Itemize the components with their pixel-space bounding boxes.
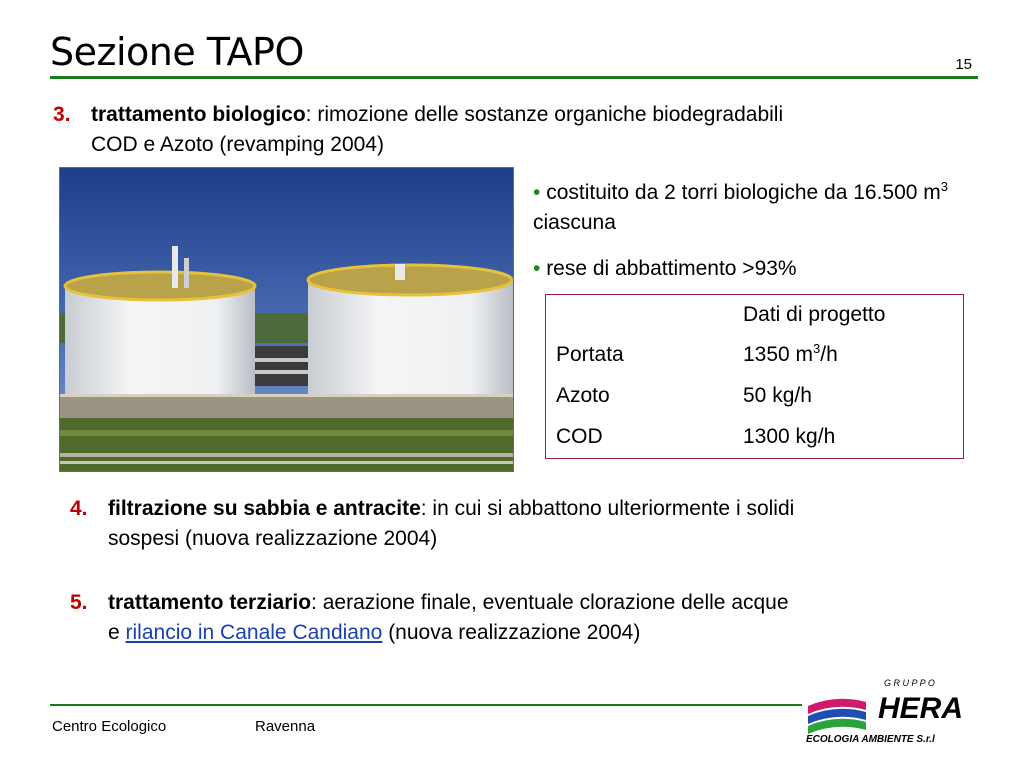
item-4-text: : in cui si abbattono ulteriormente i solidi xyxy=(420,497,795,520)
item-4-heading: filtrazione su sabbia e antracite xyxy=(108,497,421,520)
table-row xyxy=(546,425,963,455)
item-3-number: 3. xyxy=(53,103,71,126)
logo-company: ECOLOGIA AMBIENTE S.r.l xyxy=(806,734,935,745)
item-5 xyxy=(70,588,990,650)
item-3 xyxy=(53,100,973,162)
row-value: 50 kg/h xyxy=(743,384,812,407)
table-header-row xyxy=(546,303,963,333)
item-4-number: 4. xyxy=(70,497,88,520)
item-5-number: 5. xyxy=(70,591,88,614)
item-5-heading: trattamento terziario xyxy=(108,591,312,614)
row-value: 1350 $m^3/h$ xyxy=(743,341,838,366)
item-3-line2: COD e Azoto (revamping 2004) xyxy=(91,133,384,156)
item-3-text: : rimozione delle sostanze organiche biodegradabili xyxy=(305,103,784,126)
slide-title: Sezione TAPO xyxy=(50,30,304,74)
bullet-dot: • xyxy=(533,257,541,280)
logo-gruppo: G R U P P O xyxy=(884,678,935,688)
title-divider xyxy=(50,76,978,79)
row-label: COD xyxy=(556,425,603,448)
footer-divider xyxy=(50,704,802,706)
page-number: 15 xyxy=(955,56,972,73)
item-5-text: : aerazione finale, eventuale clorazione delle acque xyxy=(311,591,789,614)
bullet-towers: • costituito da 2 torri biologiche da 16.500 $m^3$ ciascuna xyxy=(533,179,948,234)
footer-left: Centro Ecologico xyxy=(52,718,167,735)
table-row xyxy=(546,343,963,373)
item-4-line2: sospesi (nuova realizzazione 2004) xyxy=(108,527,438,550)
footer-right: Ravenna xyxy=(255,718,316,735)
row-label: Azoto xyxy=(556,384,610,407)
item-4 xyxy=(70,494,990,556)
table-row xyxy=(546,384,963,414)
hera-logo xyxy=(806,676,978,746)
table-header: Dati di progetto xyxy=(743,303,886,326)
row-value: 1300 kg/h xyxy=(743,425,836,448)
canale-candiano-link[interactable]: rilancio in Canale Candiano xyxy=(125,621,383,644)
row-label: Portata xyxy=(556,343,624,366)
tower-bullets xyxy=(533,178,963,300)
logo-brand: HERA xyxy=(878,692,964,725)
bullet-dot: • xyxy=(533,181,541,204)
item-5-line2: e rilancio in Canale Candiano (nuova realizzazione 2004) xyxy=(108,621,641,644)
bullet-efficiency: • rese di abbattimento >93% xyxy=(533,257,797,280)
design-data-table xyxy=(545,294,964,459)
item-3-heading: trattamento biologico xyxy=(91,103,306,126)
biological-towers-photo xyxy=(59,167,514,472)
